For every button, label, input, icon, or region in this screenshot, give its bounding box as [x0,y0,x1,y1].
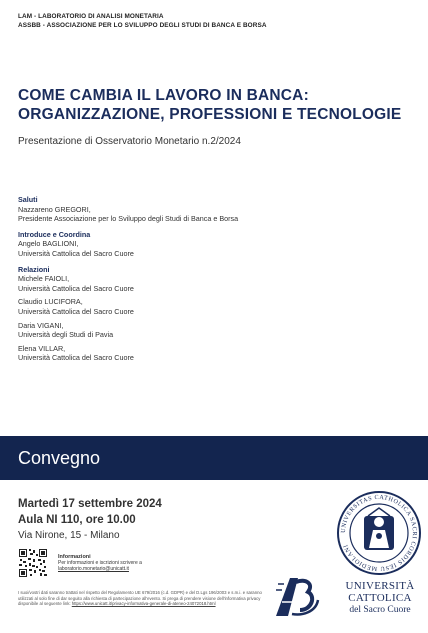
info-title: Informazioni [58,554,91,560]
event-room-time: Aula NI 110, ore 10.00 [18,514,136,526]
section-relazioni-heading: Relazioni [18,264,50,274]
event-address: Via Nirone, 15 - Milano [18,530,120,541]
wordmark-line-3: del Sacro Cuore [349,605,411,615]
university-seal-logo [336,490,422,576]
event-type-band [0,436,428,480]
speaker-affiliation: Presidente Associazione per lo Sviluppo degli Studi di Banca e Borsa [18,214,239,224]
wordmark-line-1: UNIVERSITÀ [345,580,415,592]
qr-code[interactable] [18,548,48,578]
speaker-affiliation: Università Cattolica del Sacro Cuore [18,248,134,258]
title-line-2: ORGANIZZAZIONE, PROFESSIONI E TECNOLOGIE [18,106,402,123]
speaker-affiliation: Università degli Studi di Pavia [18,330,114,340]
subtitle: Presentazione di Osservatorio Monetario n.2/2024 [18,136,241,147]
university-wordmark [336,580,424,616]
section-introduce-heading: Introduce e Coordina [18,229,91,239]
event-type-title: Convegno [18,448,101,468]
organizer-block [18,12,267,30]
organizer-assbb: ASSBB - ASSOCIAZIONE PER LO SVILUPPO DEGLI STUDI DI BANCA E BORSA [18,22,267,29]
program [18,195,238,367]
privacy-link[interactable]: https://www.unicatt.it/privacy-informativa-generale-di-ateneo-24072018.html [71,601,216,607]
speaker-affiliation: Università Cattolica del Sacro Cuore [18,306,134,316]
speaker-name: Elena VILLAR, [18,343,66,353]
speaker-name: Michele FAIOLI, [18,274,70,284]
speaker-affiliation: Università Cattolica del Sacro Cuore [18,353,134,363]
speaker-affiliation: Università Cattolica del Sacro Cuore [18,283,134,293]
speaker-name: Daria VIGANI, [18,320,64,330]
speaker-name: Nazzareno GREGORI, [18,204,91,214]
privacy-text: I suoi/vostri dati saranno trattati nel rispetto del Regolamento UE 679/2016 (c.d. GDPR) e del D.Lgs 196/2003 e s.m.i. e saranno utilizzati al solo fine di dar seguito alla richiesta di partecipazione all'evento. Si prega di prendere visione dell'informativa privacy disponibile al seguente link: [18,590,262,607]
organizer-lam: LAM - LABORATORIO DI ANALISI MONETARIA [18,13,164,20]
wordmark-line-2: CATTOLICA [348,592,412,604]
speaker-name: Claudio LUCIFORA, [18,297,83,307]
title-line-1: COME CAMBIA IL LAVORO IN BANCA: [18,87,309,104]
info-email-link[interactable]: laboratorio.monetario@unicatt.it [58,566,129,573]
page-title [18,86,418,124]
assbb-logo [272,570,322,620]
privacy-notice [18,590,268,607]
info-block [58,554,142,573]
speaker-name: Angelo BAGLIONI, [18,239,79,249]
section-saluti-heading: Saluti [18,195,38,204]
info-text: Per informazioni e iscrizioni scrivere a [58,560,142,567]
seal-text: UNIVERSITAS CATHOLICA SACRI CORDIS IESU MEDIOLANI [339,493,419,573]
event-date: Martedì 17 settembre 2024 [18,498,162,510]
